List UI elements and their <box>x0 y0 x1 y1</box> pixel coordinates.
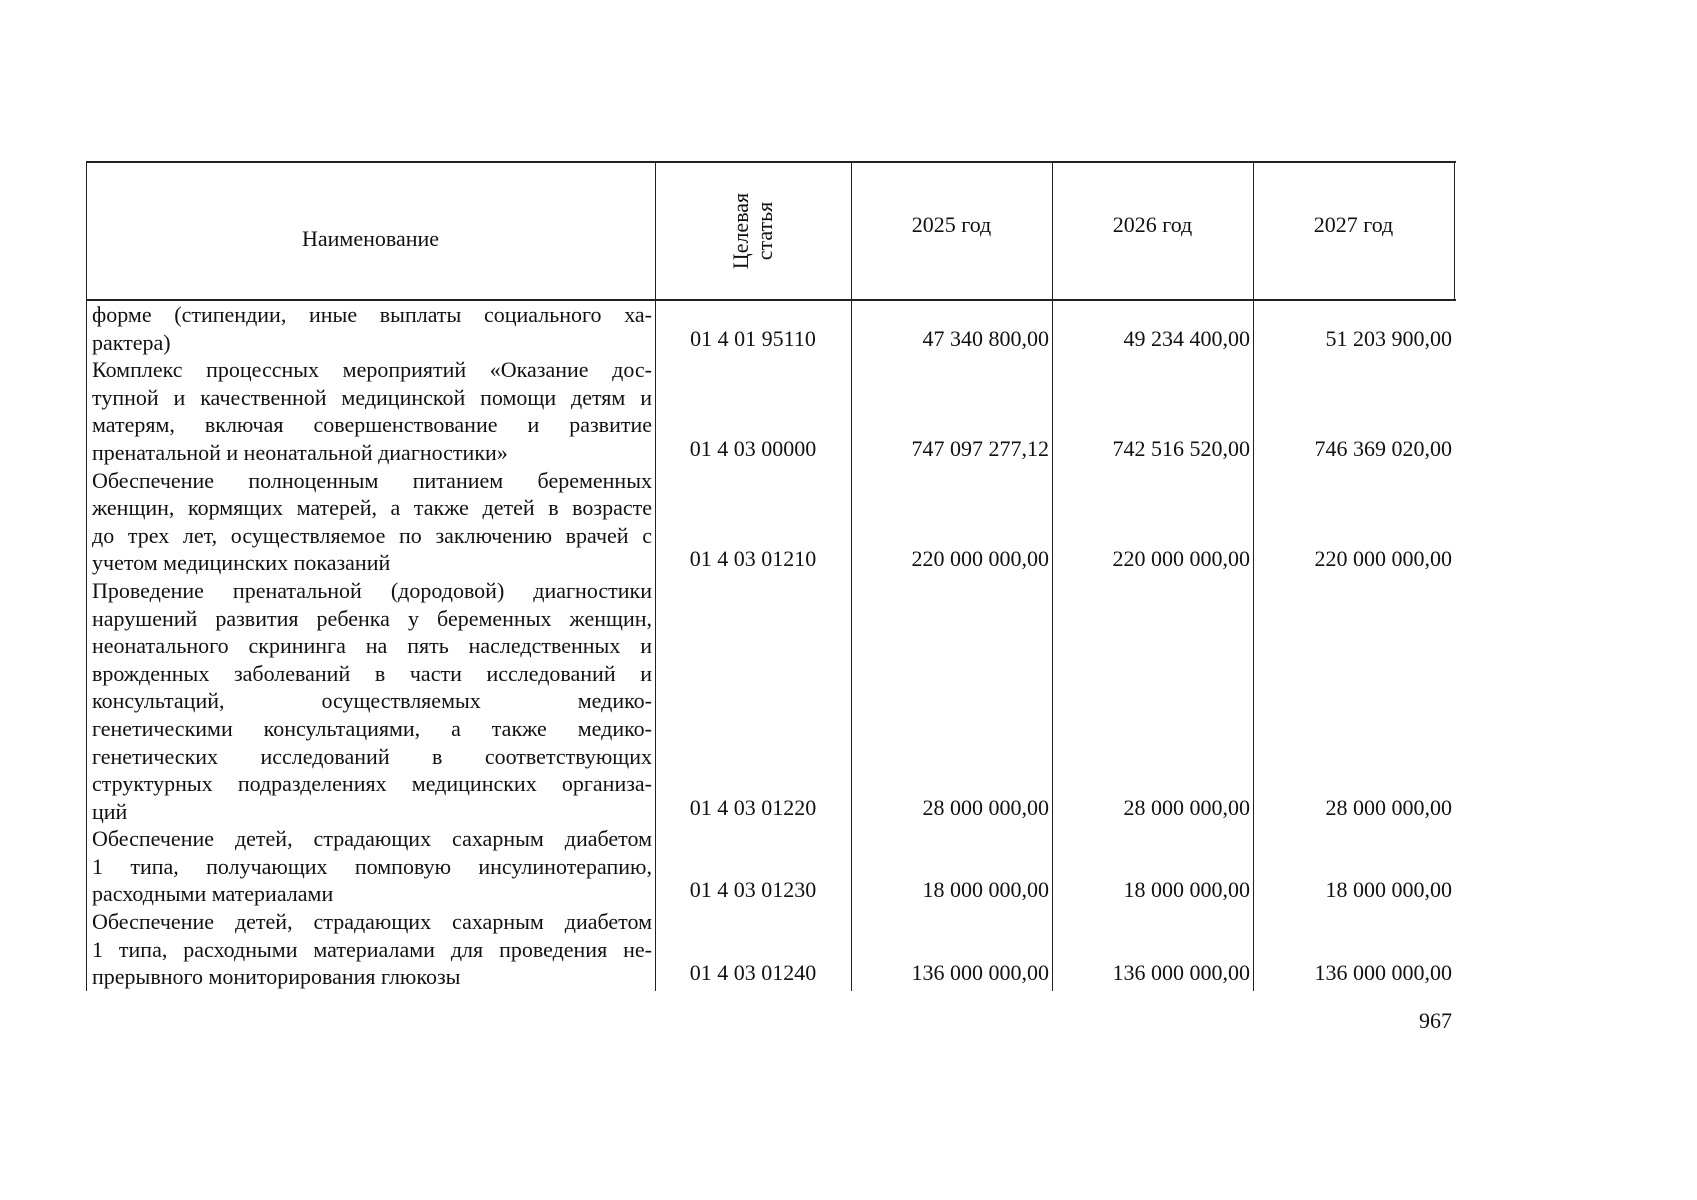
row-name-line: нарушений развития ребенка у беременных женщин, <box>92 605 652 631</box>
row-value-2025: 136 000 000,00 <box>911 960 1049 986</box>
table-header <box>86 161 1456 301</box>
table-row <box>86 301 1456 356</box>
row-target-article: 01 4 03 01230 <box>689 877 817 903</box>
row-name-line: тупной и качественной медицинской помощи детям и <box>92 384 652 410</box>
row-value-2027: 746 369 020,00 <box>1314 435 1452 461</box>
row-value-2026: 742 516 520,00 <box>1112 435 1250 461</box>
row-name-line: прерывного мониторирования глюкозы <box>92 964 461 990</box>
table-row <box>86 908 1456 991</box>
header-year-2025: 2025 год <box>911 212 992 237</box>
row-value-2025: 220 000 000,00 <box>911 546 1049 572</box>
row-name-line: Обеспечение детей, страдающих сахарным диабетом <box>92 909 652 935</box>
row-value-2025: 747 097 277,12 <box>911 435 1049 461</box>
header-name: Наименование <box>301 226 440 251</box>
row-value-2027: 18 000 000,00 <box>1325 877 1452 903</box>
table-row <box>86 467 1456 577</box>
row-name <box>92 577 652 825</box>
row-value-2026: 49 234 400,00 <box>1123 325 1250 351</box>
table-body <box>86 301 1456 991</box>
header-code-line1: Целевая <box>727 192 753 270</box>
budget-table <box>86 161 1456 991</box>
row-value-2026: 18 000 000,00 <box>1123 877 1250 903</box>
row-name-line: учетом медицинских показаний <box>92 550 391 576</box>
row-target-article: 01 4 03 01210 <box>689 546 817 572</box>
row-value-2026: 28 000 000,00 <box>1123 794 1250 820</box>
row-name-line: ций <box>92 798 128 824</box>
row-value-2026: 136 000 000,00 <box>1112 960 1250 986</box>
table-row <box>86 825 1456 908</box>
row-name-line: Обеспечение полноценным питанием беременных <box>92 467 652 493</box>
row-name-line: форме (стипендии, иные выплаты социального ха- <box>92 302 652 327</box>
row-name-line: 1 типа, получающих помповую инсулинотерапию, <box>92 853 652 879</box>
row-name-line: расходными материалами <box>92 881 334 907</box>
table-row <box>86 577 1456 825</box>
row-target-article: 01 4 03 01220 <box>689 794 817 820</box>
row-name-line: матерям, включая совершенствование и развитие <box>92 412 652 438</box>
row-name-line: Проведение пренатальной (дородовой) диагностики <box>92 577 652 603</box>
row-value-2027: 136 000 000,00 <box>1314 960 1452 986</box>
row-name-line: пренатальной и неонатальной диагностики» <box>92 439 508 465</box>
row-name <box>92 301 652 356</box>
row-name-line: структурных подразделениях медицинских организа- <box>92 771 652 797</box>
row-value-2027: 28 000 000,00 <box>1325 794 1452 820</box>
row-value-2025: 18 000 000,00 <box>922 877 1049 903</box>
row-name-line: Комплекс процессных мероприятий «Оказание дос- <box>92 357 652 383</box>
row-value-2025: 28 000 000,00 <box>922 794 1049 820</box>
row-name-line: консультаций, осуществляемых медико- <box>92 688 652 714</box>
header-target-article <box>655 163 851 299</box>
row-value-2027: 220 000 000,00 <box>1314 546 1452 572</box>
header-code-line2: статья <box>751 201 777 261</box>
row-name-line: генетических исследований в соответствующих <box>92 743 652 769</box>
row-name-line: неонатального скрининга на пять наследственных и <box>92 633 652 659</box>
row-name <box>92 908 652 991</box>
row-name-line: до трех лет, осуществляемое по заключению врачей с <box>92 522 652 548</box>
row-name-line: генетическими консультациями, а также медико- <box>92 715 652 741</box>
row-name-line: рактера) <box>92 329 171 355</box>
row-target-article: 01 4 03 00000 <box>689 435 817 461</box>
row-name-line: женщин, кормящих матерей, а также детей в возрасте <box>92 495 652 521</box>
row-name-line: 1 типа, расходными материалами для проведения не- <box>92 936 652 962</box>
row-name-line: Обеспечение детей, страдающих сахарным диабетом <box>92 826 652 852</box>
row-value-2026: 220 000 000,00 <box>1112 546 1250 572</box>
row-name-line: врожденных заболеваний в части исследований и <box>92 660 652 686</box>
row-value-2025: 47 340 800,00 <box>922 325 1049 351</box>
header-year-2027: 2027 год <box>1313 212 1394 237</box>
row-value-2027: 51 203 900,00 <box>1325 325 1452 351</box>
header-year-2026: 2026 год <box>1112 212 1193 237</box>
table-row <box>86 356 1456 466</box>
page-number: 967 <box>1419 1008 1452 1033</box>
row-target-article: 01 4 01 95110 <box>690 325 816 351</box>
row-name <box>92 825 652 908</box>
row-name <box>92 356 652 466</box>
row-name <box>92 467 652 577</box>
row-target-article: 01 4 03 01240 <box>689 960 817 986</box>
